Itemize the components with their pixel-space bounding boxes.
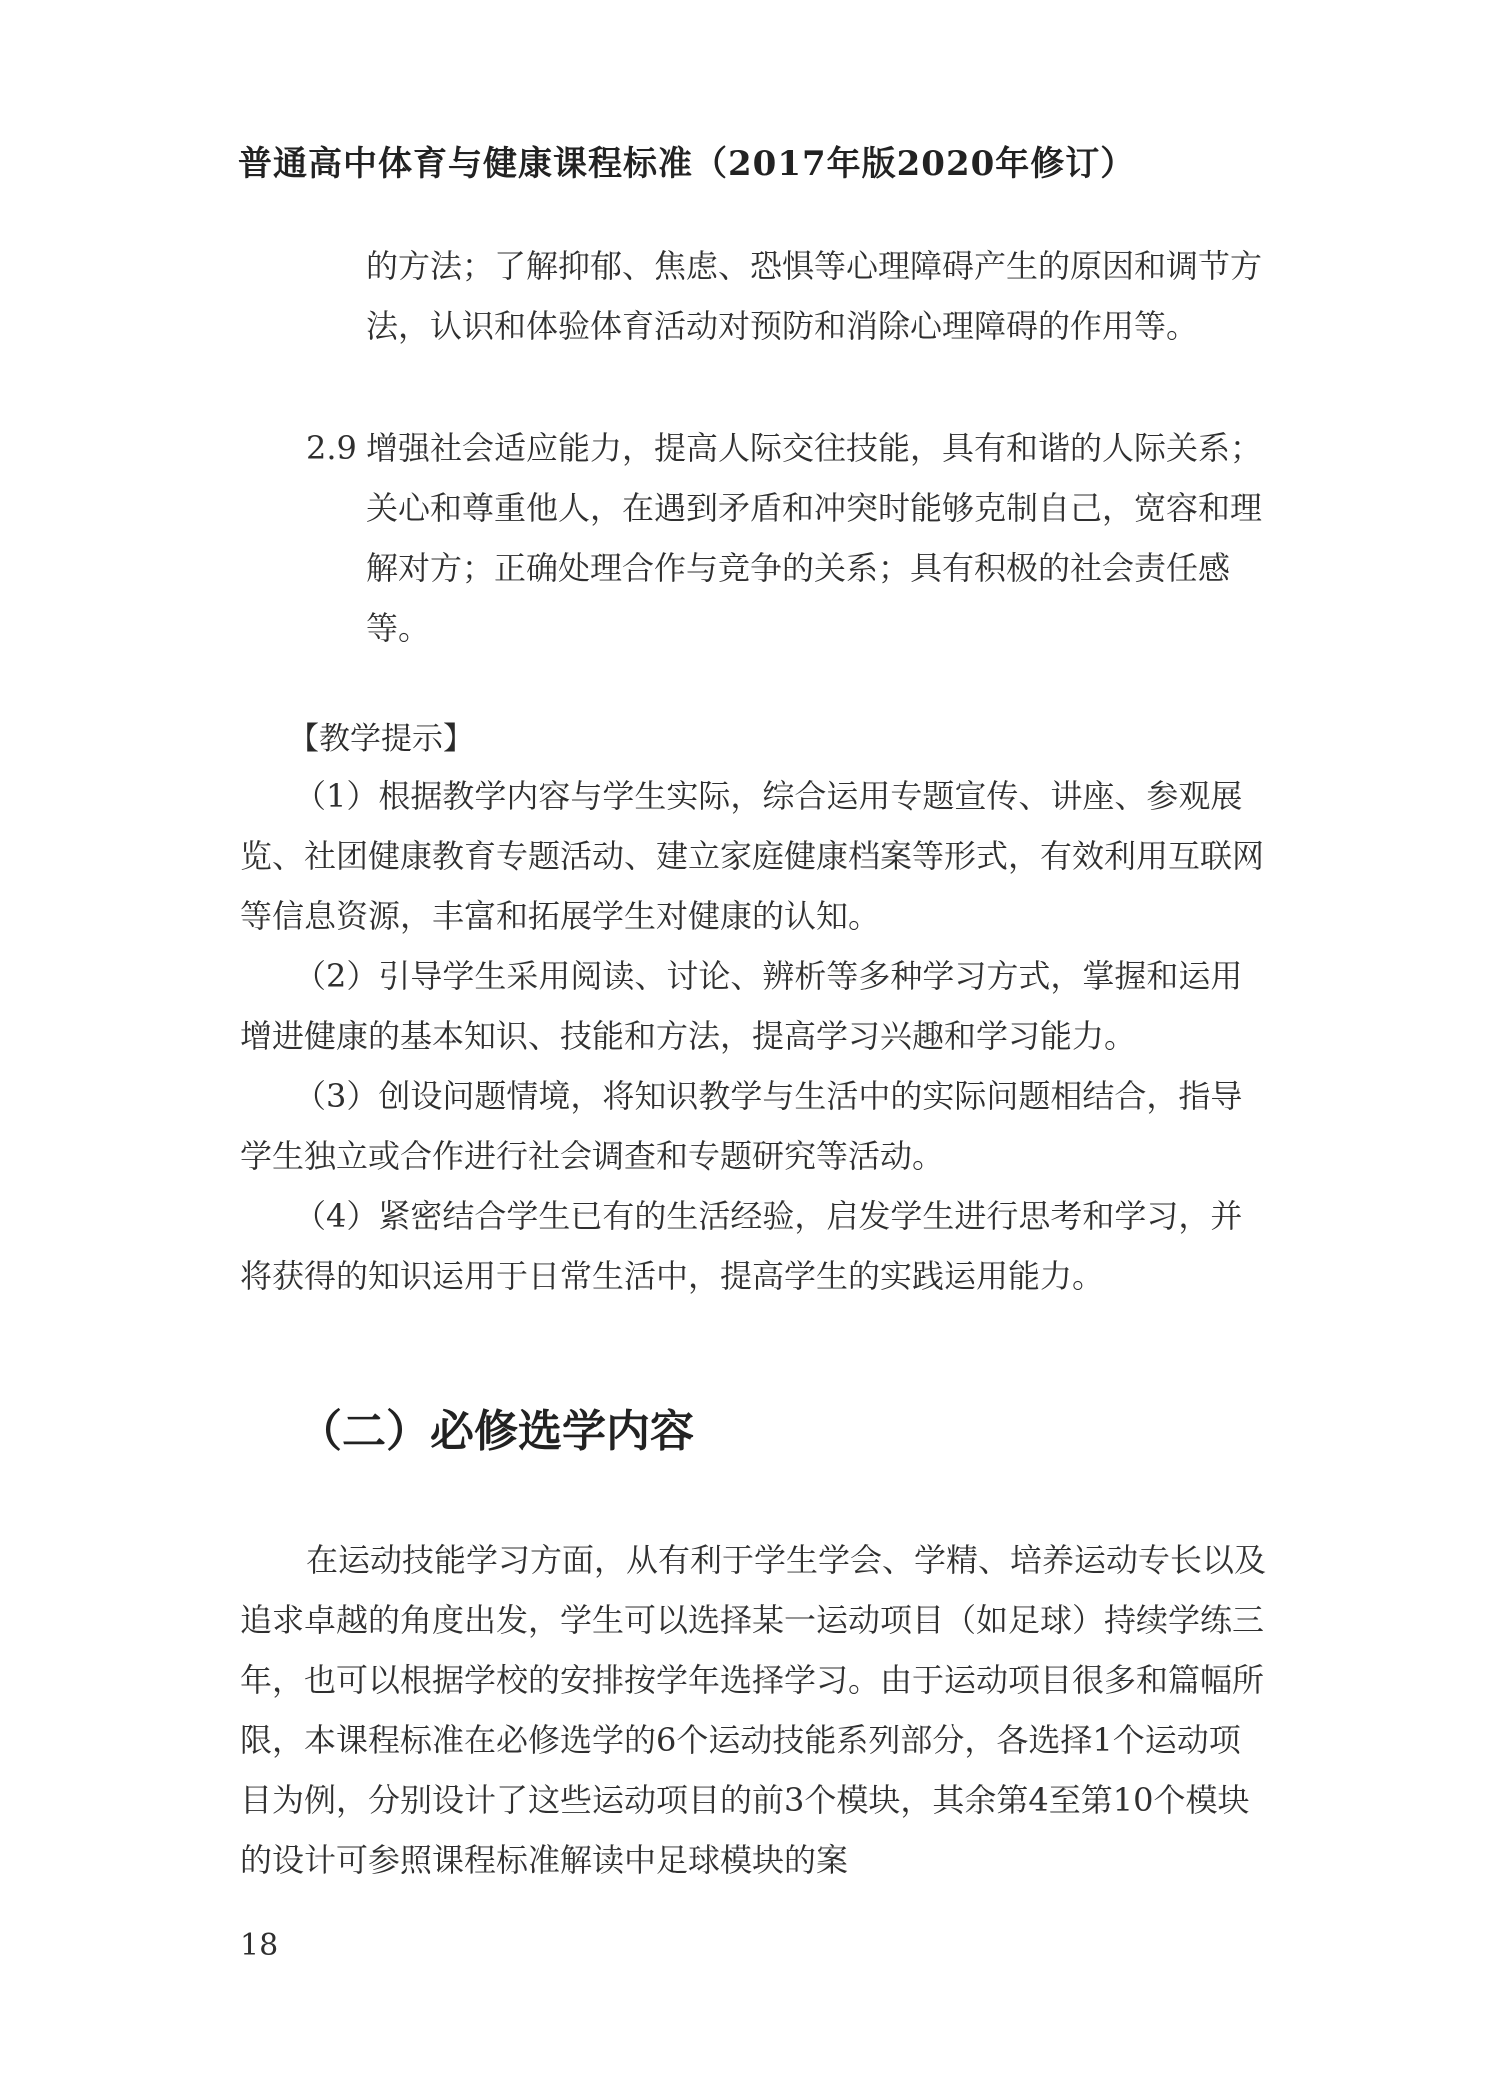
teaching-tip-4: （4）紧密结合学生已有的生活经验，启发学生进行思考和学习，并将获得的知识运用于日常生活中，提高学生的实践运用能力。 (240, 1197, 1243, 1295)
page-number: 18 (240, 1928, 279, 1963)
teaching-tips-heading: 【教学提示】 (288, 721, 474, 757)
teaching-tip-3: （3）创设问题情境，将知识教学与生活中的实际问题相结合，指导学生独立或合作进行社会调查和专题研究等活动。 (240, 1077, 1243, 1175)
teaching-tips-list (240, 766, 1270, 1306)
teaching-tip-2: （2）引导学生采用阅读、讨论、辨析等多种学习方式，掌握和运用增进健康的基本知识、技能和方法，提高学习兴趣和学习能力。 (240, 957, 1243, 1055)
running-header: 普通高中体育与健康课程标准（2017年版2020年修订） (238, 144, 1136, 184)
section-paragraph: 在运动技能学习方面，从有利于学生学会、学精、培养运动专长以及追求卓越的角度出发，学生可以选择某一运动项目（如足球）持续学练三年，也可以根据学校的安排按学年选择学习。由于运动项目很多和篇幅所限，本课程标准在必修选学的6个运动技能系列部分，各选择1个运动项目为例，分别设计了这些运动项目的前3个模块，其余第4至第10个模块的设计可参照课程标准解读中足球模块的案 (240, 1541, 1267, 1879)
section-title: （二）必修选学内容 (298, 1406, 694, 1457)
continuation-paragraph: 的方法；了解抑郁、焦虑、恐惧等心理障碍产生的原因和调节方法，认识和体验体育活动对预防和消除心理障碍的作用等。 (366, 247, 1263, 345)
teaching-tip-1: （1）根据教学内容与学生实际，综合运用专题宣传、讲座、参观展览、社团健康教育专题活动、建立家庭健康档案等形式，有效利用互联网等信息资源，丰富和拓展学生对健康的认知。 (240, 777, 1265, 935)
item-text: 增强社会适应能力，提高人际交往技能，具有和谐的人际关系；关心和尊重他人，在遇到矛盾和冲突时能够克制自己，宽容和理解对方；正确处理合作与竞争的关系；具有积极的社会责任感等。 (366, 429, 1263, 647)
item-number: 2.9 (306, 429, 357, 467)
